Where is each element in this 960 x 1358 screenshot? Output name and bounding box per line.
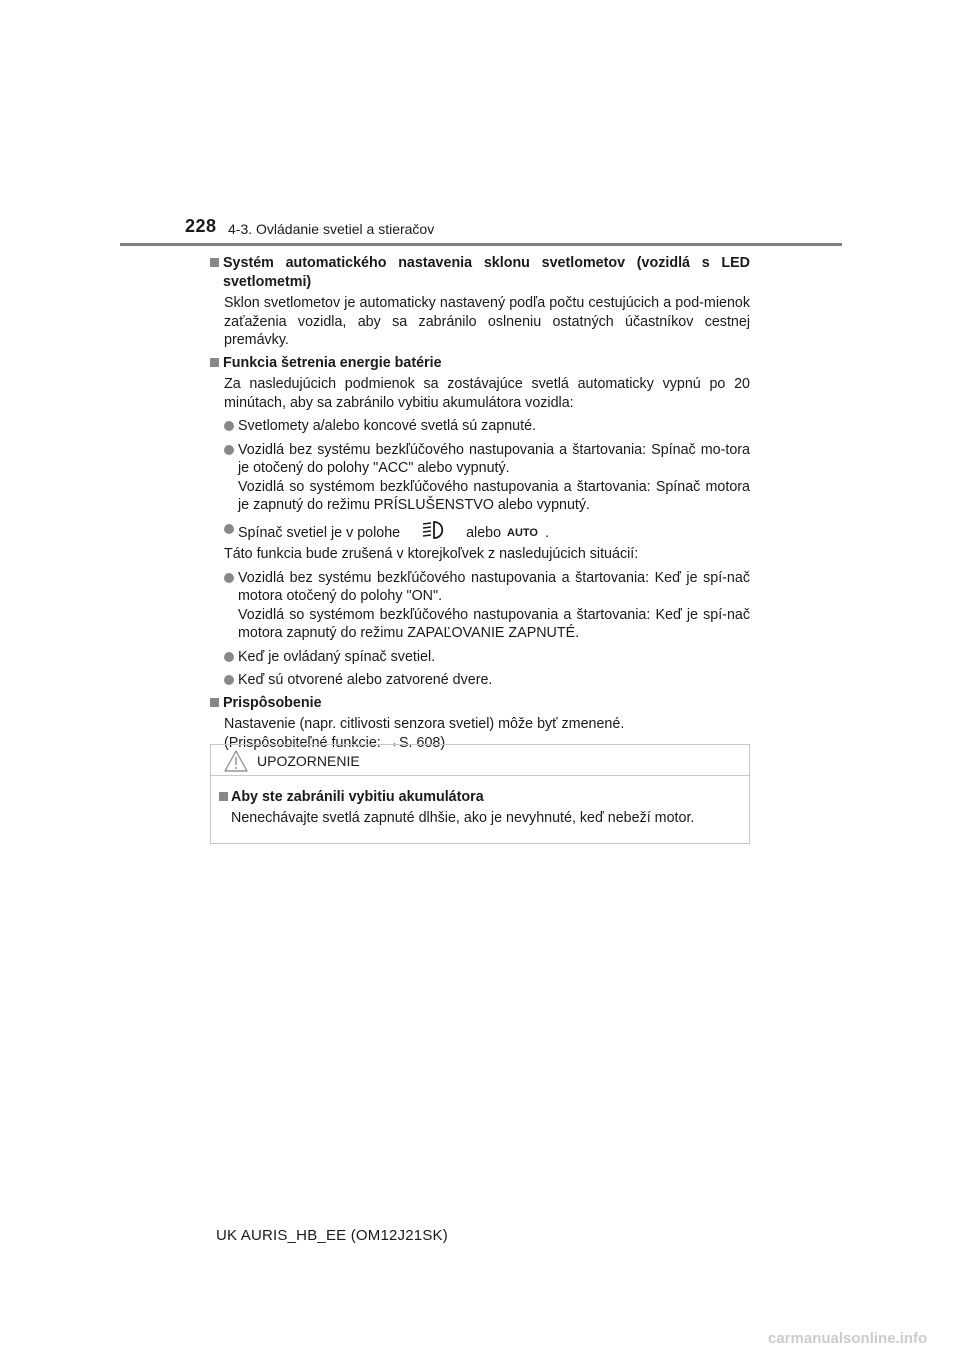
customization-link[interactable]: (Prispôsobiteľné funkcie: →S. 608)	[224, 734, 446, 751]
switch-text-pre: Spínač svetiel je v polohe	[238, 524, 401, 541]
warning-heading: Aby ste zabránili vybitiu akumulátora	[219, 788, 741, 807]
leveling-heading: Systém automatického nastavenia sklonu svetlometov (vozidlá s LED svetlometmi)	[210, 254, 750, 291]
condition-item	[210, 520, 750, 543]
condition-item: Svetlomety a/alebo koncové svetlá sú zapnuté.	[210, 417, 750, 436]
page-number: 228	[185, 216, 217, 236]
page-content	[210, 254, 750, 752]
header-rule	[120, 243, 842, 246]
condition-line: Vozidlá bez systému bezkľúčového nastupovania a štartovania: Spínač mo-tora je otočený do polohy "ACC" alebo vypnutý.	[238, 441, 750, 476]
cancel-intro: Táto funkcia bude zrušená v ktorejkoľvek z nasledujúcich situácií:	[224, 546, 639, 562]
warning-header	[211, 745, 749, 776]
warning-box	[210, 744, 750, 844]
cancel-item: Keď je ovládaný spínač svetiel.	[210, 648, 750, 667]
warning-triangle-icon	[223, 749, 249, 773]
headlight-icon	[418, 520, 448, 540]
footer-model: UK AURIS_HB_EE (OM12J21SK)	[216, 1227, 448, 1244]
watermark: carmanualsonline.info	[768, 1330, 928, 1347]
battery-saver-text: Za nasledujúcich podmienok sa zostávajúce svetlá automaticky vypnú po 20 minútach, aby sa zabránilo vybitiu akumulátora vozidla:	[224, 376, 750, 411]
warning-text: Nenechávajte svetlá zapnuté dlhšie, ako je nevyhnuté, keď nebeží motor.	[231, 810, 695, 826]
customization-heading: Prispôsobenie	[210, 694, 750, 713]
cancel-item	[210, 569, 750, 643]
svg-text:AUTO: AUTO	[507, 526, 539, 539]
condition-line: Vozidlá so systémom bezkľúčového nastupovania a štartovania: Spínač motora je zapnutý do režimu PRÍSLUŠENSTVO alebo vypnutý.	[238, 478, 750, 513]
leveling-text: Sklon svetlometov je automaticky nastavený podľa počtu cestujúcich a pod-mienok zaťaženia vozidla, aby sa zabránilo oslneniu ostatných účastníkov cestnej premávky.	[224, 295, 750, 348]
customization-line: Nastavenie (napr. citlivosti senzora svetiel) môže byť zmenené.	[224, 716, 625, 732]
condition-item	[210, 441, 750, 515]
cancel-line: Vozidlá bez systému bezkľúčového nastupovania a štartovania: Keď je spí-nač motora otočený do polohy "ON".	[238, 569, 750, 604]
cancel-line: Vozidlá so systémom bezkľúčového nastupovania a štartovania: Keď je spí-nač motora zapnutý do režimu ZAPAĽOVANIE ZAPNUTÉ.	[238, 606, 750, 641]
switch-text-mid: alebo	[466, 524, 502, 541]
cancel-item: Keď sú otvorené alebo zatvorené dvere.	[210, 671, 750, 690]
auto-light-icon	[505, 524, 541, 540]
warning-label: UPOZORNENIE	[257, 753, 360, 769]
warning-body	[211, 776, 749, 828]
page-header	[185, 218, 745, 238]
battery-saver-heading: Funkcia šetrenia energie batérie	[210, 354, 750, 373]
section-title: 4-3. Ovládanie svetiel a stieračov	[228, 221, 435, 237]
switch-text-post: .	[545, 524, 550, 541]
